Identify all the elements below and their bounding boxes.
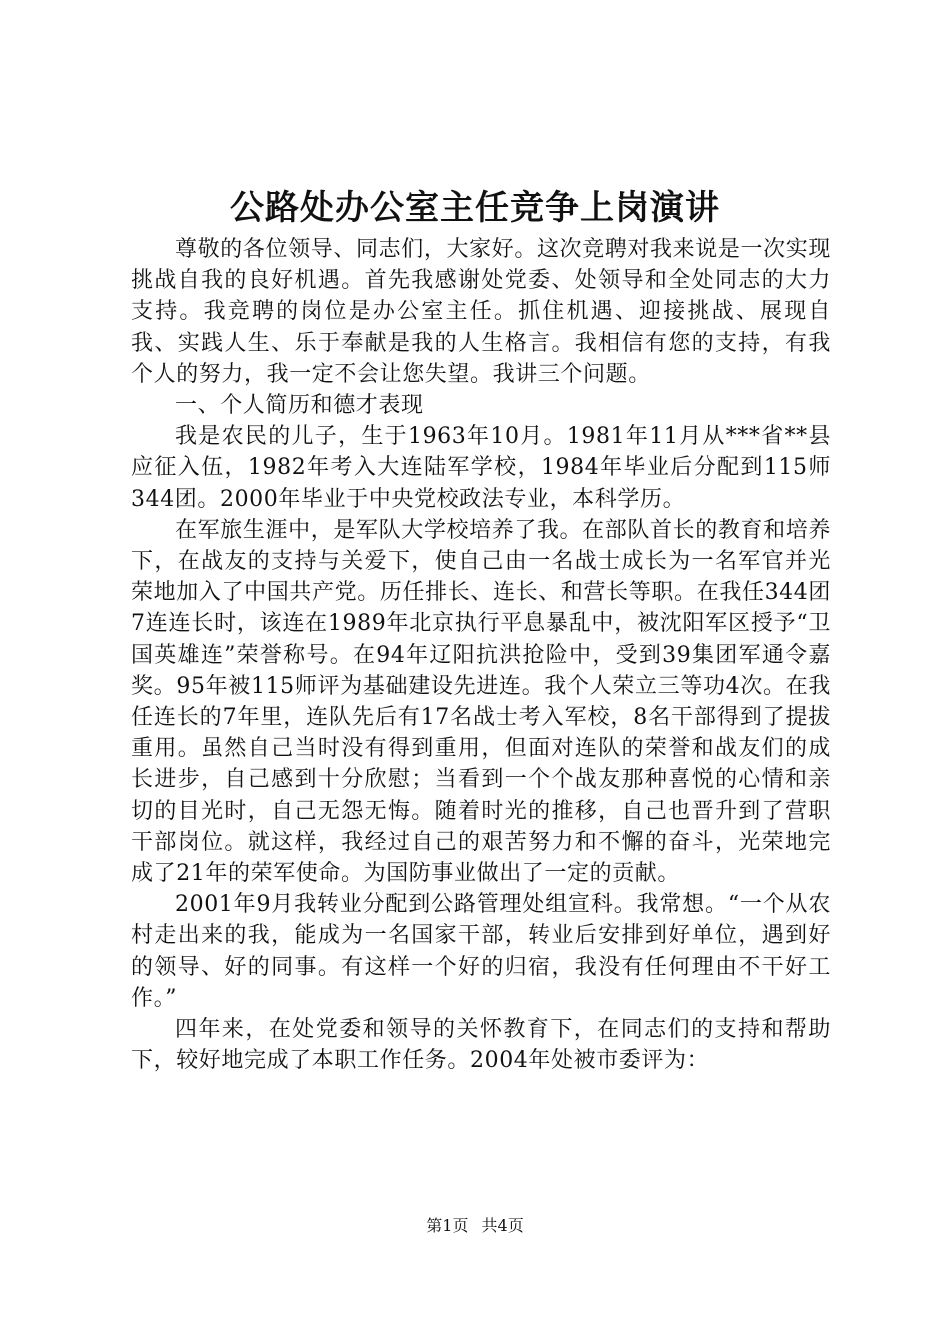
paragraph-background: 我是农民的儿子，生于1963年10月。1981年11月从***省**县应征入伍，1982年考入大连陆军学校，1984年毕业后分配到115师344团。2000年毕业于中央党校政法专业，本科学历。 (131, 424, 831, 512)
paragraph-military-career: 在军旅生涯中，是军队大学校培养了我。在部队首长的教育和培养下，在战友的支持与关爱下，使自己由一名战士成长为一名军官并光荣地加入了中国共产党。历任排长、连长、和营长等职。在我任344团7连连长时，该连在1989年北京执行平息暴乱中，被沈阳军区授予“卫国英雄连”荣誉称号。在94年辽阳抗洪抢险中，受到39集团军通令嘉奖。95年被115师评为基础建设先进连。我个人荣立三等功4次。在我任连长的7年里，连队先后有17名战士考入军校，8名干部得到了提拔重用。虽然自己当时没有得到重用，但面对连队的荣誉和战友们的成长进步，自己感到十分欣慰；当看到一个个战友那种喜悦的心情和亲切的目光时，自己无怨无悔。随着时光的推移，自己也晋升到了营职干部岗位。就这样，我经过自己的艰苦努力和不懈的奋斗，光荣地完成了21年的荣军使命。为国防事业做出了一定的贡献。 (131, 517, 831, 887)
page-number: 第1页 (426, 1216, 469, 1235)
paragraph-four-years: 四年来，在处党委和领导的关怀教育下，在同志们的支持和帮助下，较好地完成了本职工作任务。2004年处被市委评为： (131, 1017, 831, 1074)
page-footer (0, 1216, 950, 1236)
document-title: 公路处办公室主任竞争上岗演讲 (230, 188, 720, 228)
paragraph-transfer: 2001年9月我转业分配到公路管理处组宣科。我常想。“一个从农村走出来的我，能成为一名国家干部，转业后安排到好单位，遇到好的领导、好的同事。有这样一个好的归宿，我没有任何理由不干好工作。” (131, 892, 831, 1011)
paragraph-greeting: 尊敬的各位领导、同志们，大家好。这次竞聘对我来说是一次实现挑战自我的良好机遇。首先我感谢处党委、处领导和全处同志的大力支持。我竞聘的岗位是办公室主任。抓住机遇、迎接挑战、展现自我、实践人生、乐于奉献是我的人生格言。我相信有您的支持，有我个人的努力，我一定不会让您失望。我讲三个问题。 (131, 237, 831, 387)
document-body (131, 234, 831, 1076)
page-total: 共4页 (481, 1216, 524, 1235)
section-heading-resume: 一、个人简历和德才表现 (175, 393, 424, 419)
